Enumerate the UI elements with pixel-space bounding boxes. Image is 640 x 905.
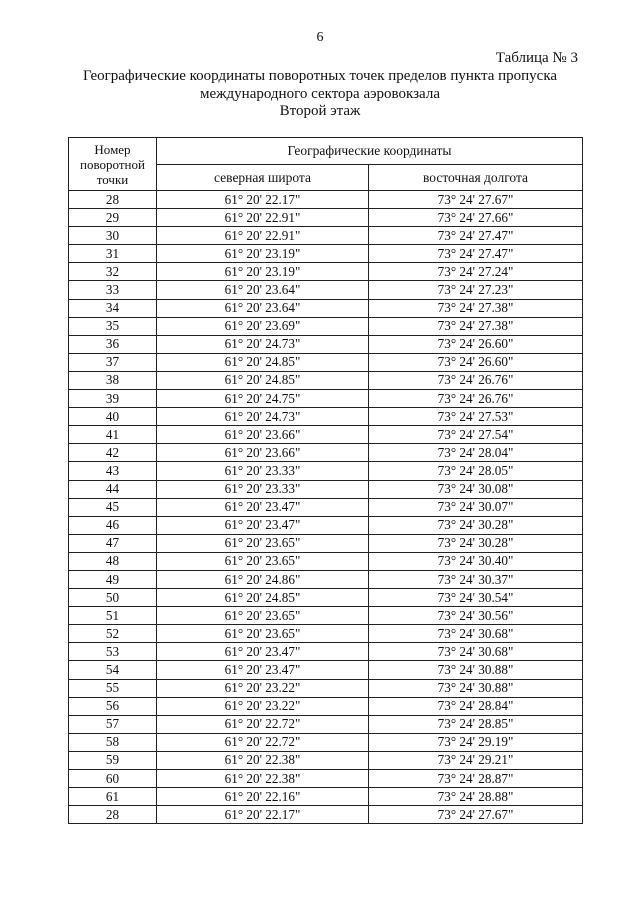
point-number-cell: 45 [69,498,157,516]
table-row [69,661,583,679]
latitude-cell: 61° 20' 22.72" [157,733,369,751]
latitude-cell: 61° 20' 24.86" [157,570,369,588]
table-row [69,697,583,715]
latitude-cell: 61° 20' 23.66" [157,426,369,444]
latitude-cell: 61° 20' 23.47" [157,516,369,534]
longitude-cell: 73° 24' 27.54" [369,426,583,444]
point-number-cell: 34 [69,299,157,317]
latitude-cell: 61° 20' 23.64" [157,299,369,317]
longitude-cell: 73° 24' 26.76" [369,390,583,408]
latitude-cell: 61° 20' 23.22" [157,679,369,697]
longitude-cell: 73° 24' 28.84" [369,697,583,715]
table-row [69,751,583,769]
latitude-cell: 61° 20' 23.47" [157,498,369,516]
longitude-cell: 73° 24' 26.76" [369,371,583,389]
latitude-cell: 61° 20' 23.33" [157,462,369,480]
latitude-cell: 61° 20' 22.91" [157,227,369,245]
table-row [69,679,583,697]
title-line-1: Географические координаты поворотных точек пределов пункта пропуска [82,68,558,84]
point-number-cell: 58 [69,733,157,751]
longitude-cell: 73° 24' 30.68" [369,643,583,661]
longitude-cell: 73° 24' 30.07" [369,498,583,516]
table-row [69,643,583,661]
title-line-2: международного сектора аэровокзала [200,85,440,102]
point-number-cell: 37 [69,353,157,371]
longitude-cell: 73° 24' 30.28" [369,516,583,534]
point-number-cell: 59 [69,751,157,769]
point-number-cell: 46 [69,516,157,534]
table-row [69,245,583,263]
latitude-cell: 61° 20' 23.65" [157,607,369,625]
point-number-cell: 53 [69,643,157,661]
point-number-cell: 52 [69,625,157,643]
table-row [69,552,583,570]
point-number-cell: 50 [69,589,157,607]
latitude-cell: 61° 20' 24.85" [157,353,369,371]
longitude-cell: 73° 24' 27.47" [369,245,583,263]
table-row [69,426,583,444]
longitude-cell: 73° 24' 28.04" [369,444,583,462]
table-row [69,534,583,552]
table-row [69,733,583,751]
latitude-cell: 61° 20' 23.65" [157,534,369,552]
longitude-cell: 73° 24' 27.23" [369,281,583,299]
longitude-cell: 73° 24' 27.38" [369,317,583,335]
longitude-cell: 73° 24' 27.66" [369,209,583,227]
longitude-cell: 73° 24' 30.28" [369,534,583,552]
header-east-longitude: восточная долгота [369,165,583,191]
longitude-cell: 73° 24' 27.38" [369,299,583,317]
table-row [69,715,583,733]
longitude-cell: 73° 24' 28.87" [369,770,583,788]
point-number-cell: 56 [69,697,157,715]
point-number-cell: 49 [69,570,157,588]
table-row [69,353,583,371]
latitude-cell: 61° 20' 22.72" [157,715,369,733]
table-label: Таблица № 3 [495,50,578,66]
longitude-cell: 73° 24' 27.47" [369,227,583,245]
latitude-cell: 61° 20' 23.65" [157,625,369,643]
latitude-cell: 61° 20' 22.38" [157,751,369,769]
longitude-cell: 73° 24' 27.67" [369,806,583,824]
latitude-cell: 61° 20' 24.75" [157,390,369,408]
point-number-cell: 42 [69,444,157,462]
latitude-cell: 61° 20' 23.33" [157,480,369,498]
latitude-cell: 61° 20' 23.19" [157,263,369,281]
latitude-cell: 61° 20' 22.17" [157,806,369,824]
longitude-cell: 73° 24' 30.54" [369,589,583,607]
header-geo-coordinates: Географические координаты [157,138,583,165]
table-row [69,227,583,245]
longitude-cell: 73° 24' 30.37" [369,570,583,588]
latitude-cell: 61° 20' 22.91" [157,209,369,227]
latitude-cell: 61° 20' 23.19" [157,245,369,263]
table-row [69,444,583,462]
latitude-cell: 61° 20' 23.47" [157,643,369,661]
point-number-cell: 31 [69,245,157,263]
point-number-cell: 30 [69,227,157,245]
latitude-cell: 61° 20' 22.17" [157,191,369,209]
longitude-cell: 73° 24' 28.05" [369,462,583,480]
point-number-cell: 47 [69,534,157,552]
coordinates-table [68,137,583,824]
table-row [69,281,583,299]
longitude-cell: 73° 24' 30.88" [369,679,583,697]
header-north-latitude: северная широта [157,165,369,191]
table-row [69,390,583,408]
latitude-cell: 61° 20' 24.85" [157,589,369,607]
point-number-cell: 57 [69,715,157,733]
longitude-cell: 73° 24' 27.53" [369,408,583,426]
latitude-cell: 61° 20' 23.65" [157,552,369,570]
point-number-cell: 61 [69,788,157,806]
longitude-cell: 73° 24' 26.60" [369,353,583,371]
latitude-cell: 61° 20' 23.66" [157,444,369,462]
title-line-3: Второй этаж [279,103,361,119]
table-row [69,191,583,209]
point-number-cell: 51 [69,607,157,625]
longitude-cell: 73° 24' 28.85" [369,715,583,733]
point-number-cell: 29 [69,209,157,227]
longitude-cell: 73° 24' 26.60" [369,335,583,353]
point-number-cell: 60 [69,770,157,788]
point-number-cell: 41 [69,426,157,444]
table-row [69,462,583,480]
table-row [69,209,583,227]
table-row [69,806,583,824]
table-row [69,335,583,353]
point-number-cell: 36 [69,335,157,353]
table-row [69,371,583,389]
longitude-cell: 73° 24' 30.88" [369,661,583,679]
longitude-cell: 73° 24' 30.08" [369,480,583,498]
longitude-cell: 73° 24' 30.68" [369,625,583,643]
point-number-cell: 33 [69,281,157,299]
point-number-cell: 55 [69,679,157,697]
table-row [69,263,583,281]
longitude-cell: 73° 24' 29.21" [369,751,583,769]
latitude-cell: 61° 20' 22.16" [157,788,369,806]
table-row [69,788,583,806]
latitude-cell: 61° 20' 24.73" [157,335,369,353]
point-number-cell: 40 [69,408,157,426]
point-number-cell: 35 [69,317,157,335]
table-row [69,498,583,516]
table-row [69,607,583,625]
table-row [69,299,583,317]
table-row [69,570,583,588]
latitude-cell: 61° 20' 23.69" [157,317,369,335]
longitude-cell: 73° 24' 27.67" [369,191,583,209]
table-row [69,516,583,534]
point-number-cell: 44 [69,480,157,498]
table-row [69,589,583,607]
longitude-cell: 73° 24' 30.40" [369,552,583,570]
point-number-cell: 39 [69,390,157,408]
latitude-cell: 61° 20' 24.85" [157,371,369,389]
point-number-cell: 38 [69,371,157,389]
latitude-cell: 61° 20' 23.22" [157,697,369,715]
point-number-cell: 28 [69,806,157,824]
longitude-cell: 73° 24' 27.24" [369,263,583,281]
latitude-cell: 61° 20' 22.38" [157,770,369,788]
point-number-cell: 54 [69,661,157,679]
latitude-cell: 61° 20' 23.47" [157,661,369,679]
table-row [69,770,583,788]
table-row [69,408,583,426]
point-number-cell: 28 [69,191,157,209]
longitude-cell: 73° 24' 28.88" [369,788,583,806]
point-number-cell: 48 [69,552,157,570]
point-number-cell: 32 [69,263,157,281]
latitude-cell: 61° 20' 23.64" [157,281,369,299]
latitude-cell: 61° 20' 24.73" [157,408,369,426]
table-row [69,625,583,643]
point-number-cell: 43 [69,462,157,480]
longitude-cell: 73° 24' 29.19" [369,733,583,751]
page-number: 6 [316,30,324,45]
table-row [69,480,583,498]
longitude-cell: 73° 24' 30.56" [369,607,583,625]
header-point-number: Номер поворотной точки [69,138,157,191]
document-title [60,68,580,121]
table-row [69,317,583,335]
